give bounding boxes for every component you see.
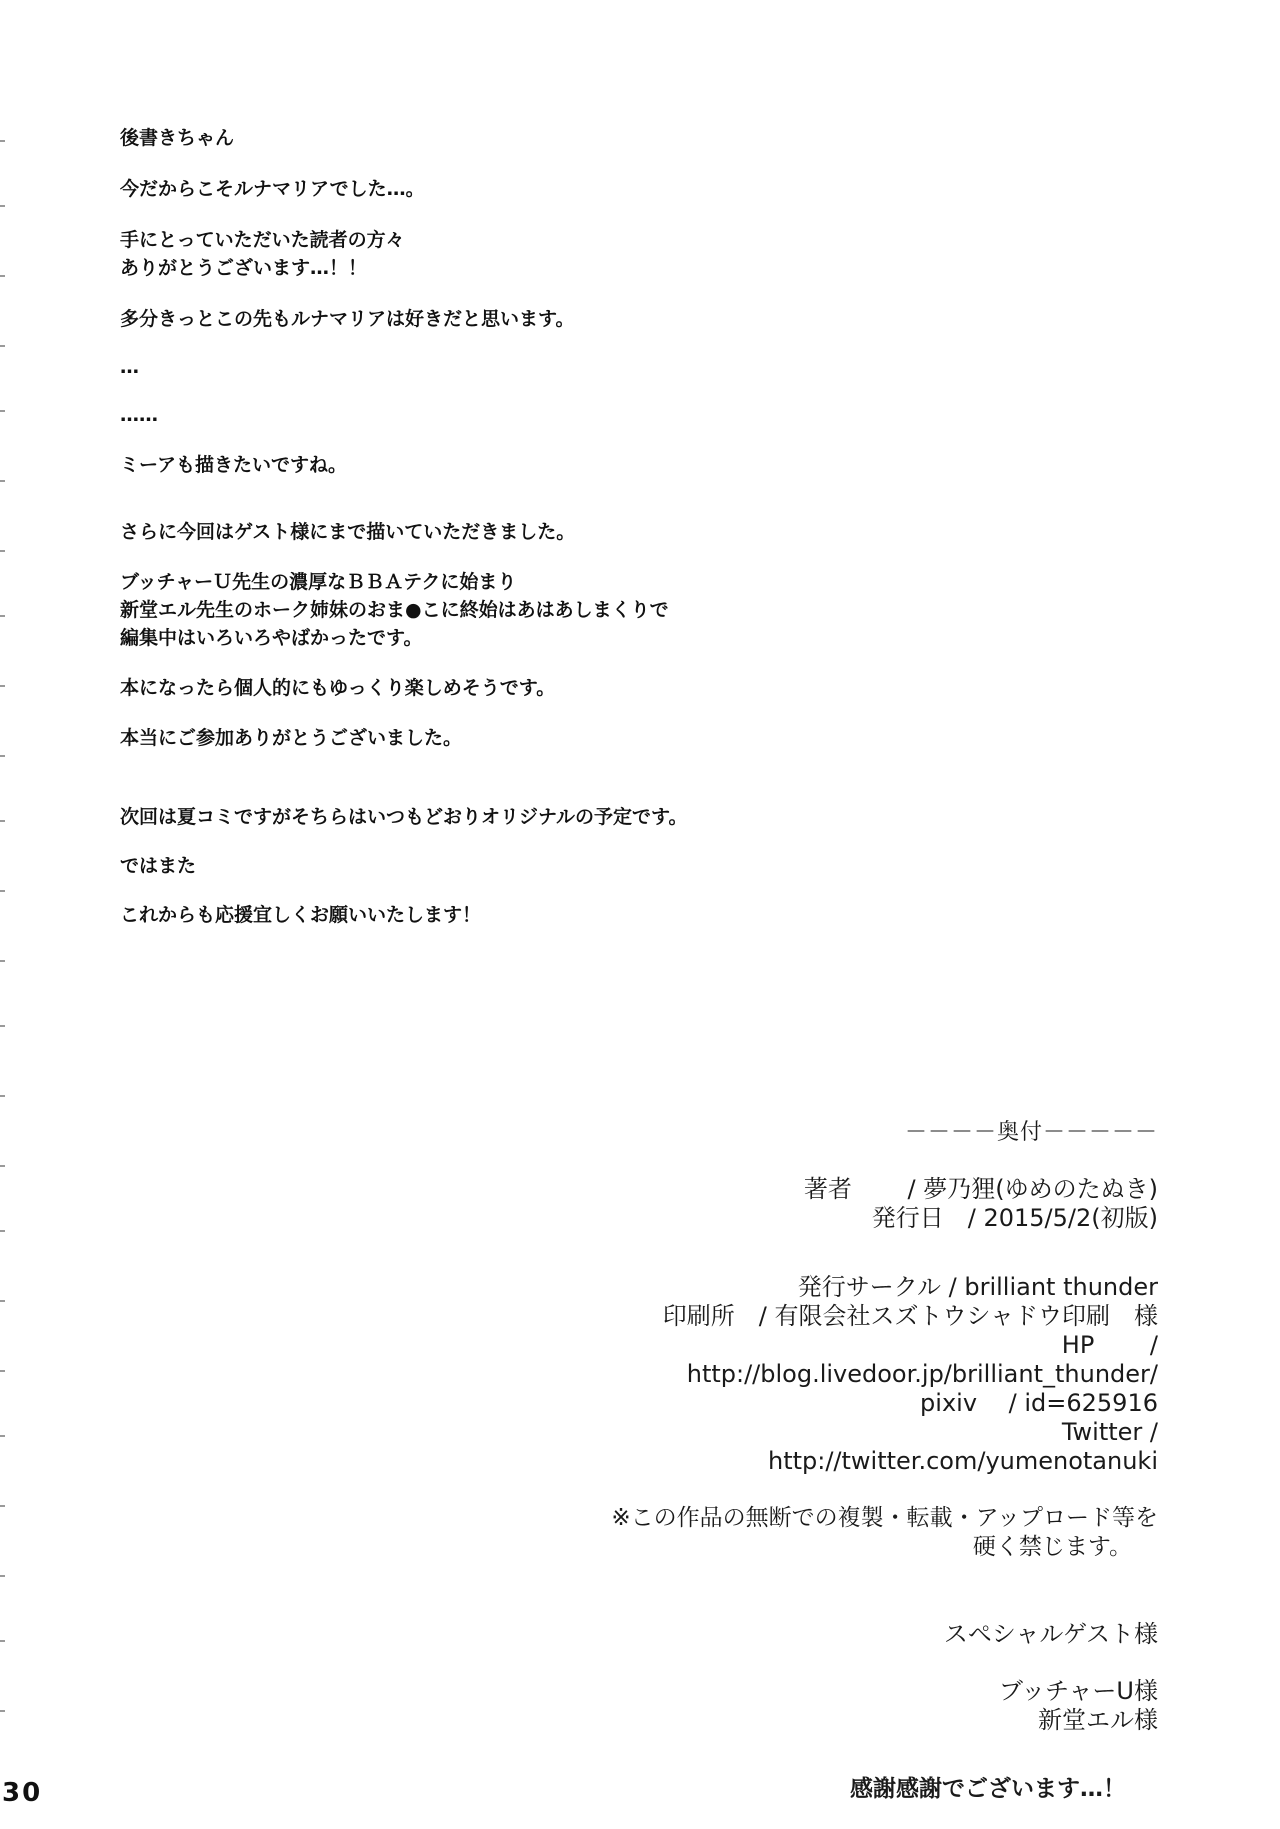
colophon-twitter-label: Twitter /	[1061, 1418, 1158, 1446]
afterword-title: 後書きちゃん	[120, 127, 235, 149]
colophon-circle: 発行サークル / brilliant thunder	[797, 1273, 1158, 1301]
afterword-paragraph: ブッチャーＵ先生の濃厚なＢＢＡテクに始まり 新堂エル先生のホーク姉妹のおま●こに終始はあはあしまくりで 編集中はいろいろやばかったです。	[120, 571, 669, 649]
afterword-paragraph: さらに今回はゲスト様にまで描いていただきました。	[120, 521, 576, 543]
afterword-ellipsis: ……	[120, 404, 158, 426]
colophon-twitter-url: http://twitter.com/yumenotanuki	[767, 1447, 1158, 1475]
binding-edge	[0, 0, 10, 1829]
page-number: 30	[2, 1778, 43, 1808]
afterword-paragraph: 本当にご参加ありがとうございました。	[120, 727, 463, 749]
thanks-message: 感謝感謝でございます…！	[850, 1776, 1126, 1802]
afterword-paragraph: 手にとっていただいた読者の方々 ありがとうございます…！！	[120, 229, 405, 279]
afterword-paragraph: ではまた	[120, 855, 197, 877]
copyright-notice-continued: 硬く禁じます。	[972, 1534, 1132, 1560]
afterword-paragraph: ミーアも描きたいですね。	[120, 454, 348, 476]
afterword	[120, 124, 1120, 929]
colophon-hp-url: http://blog.livedoor.jp/brilliant_thunder/	[686, 1360, 1158, 1388]
colophon-date: 発行日 / 2015/5/2(初版)	[871, 1204, 1158, 1232]
afterword-paragraph: 多分きっとこの先もルナマリアは好きだと思います。	[120, 308, 575, 330]
colophon-author: 著者 / 夢乃狸(ゆめのたぬき)	[803, 1175, 1158, 1203]
special-guest-name: 新堂エル様	[1038, 1706, 1158, 1734]
afterword-paragraph: 今だからこそルナマリアでした…。	[120, 178, 425, 200]
special-guest-name: ブッチャーU様	[998, 1677, 1158, 1705]
afterword-paragraph: 本になったら個人的にもゆっくり楽しめそうです。	[120, 677, 556, 699]
colophon-header: －－－－奥付－－－－－	[904, 1120, 1158, 1145]
colophon-pixiv: pixiv / id=625916	[920, 1389, 1158, 1417]
colophon-hp-label: HP /	[1061, 1331, 1158, 1359]
afterword-paragraph: 次回は夏コミですがそちらはいつもどおりオリジナルの予定です。	[120, 806, 688, 828]
special-guest-heading: スペシャルゲスト様	[943, 1620, 1158, 1648]
afterword-ellipsis: …	[120, 356, 139, 378]
colophon-printer: 印刷所 / 有限会社スズトウシャドウ印刷 様	[662, 1302, 1158, 1330]
copyright-notice: ※この作品の無断での複製・転載・アップロード等を	[611, 1505, 1158, 1531]
afterword-closing: これからも応援宜しくお願いいたします！	[120, 904, 482, 926]
colophon	[438, 1118, 1158, 1804]
